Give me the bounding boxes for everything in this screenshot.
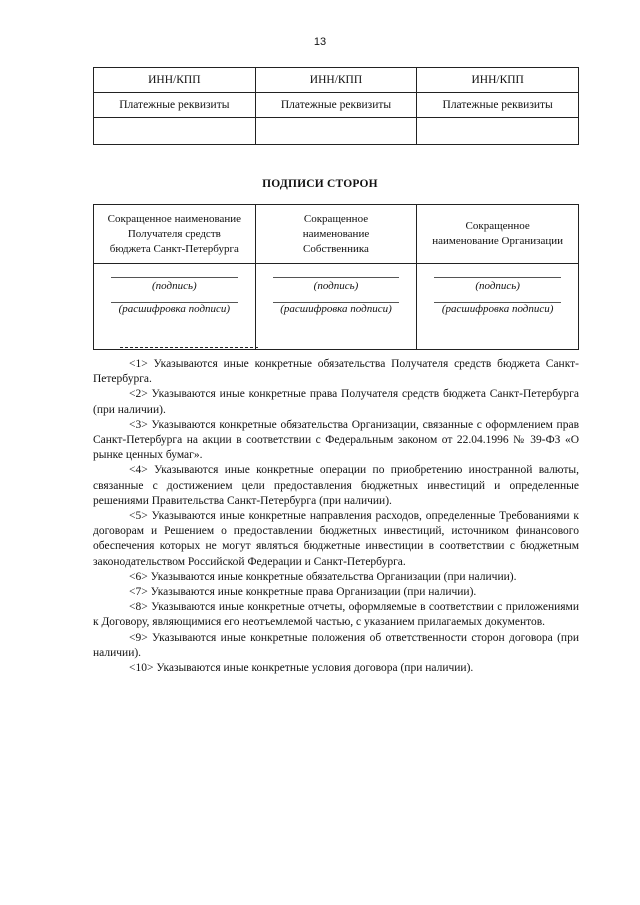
footnote-8: <8> Указываются иные конкретные отчеты, оформляемые в соответствии с приложениями к Договору, являющимися его неотъемлемой частью, с указанием прилагаемых документов.	[93, 601, 579, 629]
empty-cell	[255, 118, 417, 145]
inn-kpp-cell: ИНН/КПП	[94, 68, 256, 93]
requisites-table	[93, 67, 579, 145]
footnote-1: <1> Указываются иные конкретные обязательства Получателя средств бюджета Санкт-Петербурга.	[93, 358, 579, 386]
table-row	[94, 205, 579, 264]
signatures-table	[93, 204, 579, 350]
footnote-9: <9> Указываются иные конкретные положения об ответственности сторон договора (при наличии).	[93, 631, 579, 659]
inn-kpp-cell: ИНН/КПП	[417, 68, 579, 93]
page-number: 13	[313, 36, 327, 48]
header-line: бюджета Санкт-Петербурга	[109, 242, 239, 255]
signature-caption: (подпись)	[152, 280, 197, 292]
empty-cell	[94, 118, 256, 145]
decoding-caption: (расшифровка подписи)	[280, 303, 392, 315]
payment-details-cell: Платежные реквизиты	[94, 93, 256, 118]
signature-cell	[255, 264, 417, 350]
signature-caption: (подпись)	[313, 280, 359, 292]
decoding-caption: (расшифровка подписи)	[441, 303, 554, 315]
footnote-6: <6> Указываются иные конкретные обязательства Организации (при наличии).	[129, 570, 517, 583]
footnote-separator	[120, 347, 258, 348]
signature-line	[111, 277, 238, 278]
header-line: Получателя средств	[127, 227, 221, 240]
party-recipient-header	[94, 205, 256, 264]
payment-details-cell: Платежные реквизиты	[255, 93, 417, 118]
footnote-2: <2> Указываются иные конкретные права Получателя средств бюджета Санкт-Петербурга (при наличии).	[93, 388, 579, 416]
footnote-5: <5> Указываются иные конкретные направления расходов, определенные Требованиями к договорам и Решением о предоставлении бюджетных инвестиций, источником финансового обеспечения которых не могут являться бюджетные инвестиции в соответствии с бюджетным законодательством Российской Федерации и Санкт-Петербурга.	[93, 510, 579, 568]
signature-cell	[94, 264, 256, 350]
table-row	[94, 264, 579, 350]
header-line: Сокращенное	[465, 220, 530, 232]
footnote-4: <4> Указываются иные конкретные операции по приобретению иностранной валюты, связанные с достижением цели предоставления бюджетных инвестиций и определенные решениями Правительства Санкт-Петербурга (при наличии).	[93, 464, 579, 507]
header-line: Сокращенное наименование	[107, 212, 242, 225]
party-owner-header	[255, 205, 417, 264]
header-line: наименование	[302, 227, 370, 240]
footnote-3: <3> Указываются конкретные обязательства Организации, связанные с оформлением прав Санкт-Петербурга на акции в соответствии с Федеральным законом от 22.04.1996 № 39-ФЗ «О рынке ценных бумаг».	[93, 418, 579, 462]
signature-cell	[417, 264, 579, 350]
footnote-7: <7> Указываются иные конкретные права Организации (при наличии).	[129, 586, 477, 599]
signature-line	[273, 277, 400, 278]
table-row	[94, 68, 579, 93]
header-line: наименование Организации	[432, 235, 564, 247]
empty-cell	[417, 118, 579, 145]
inn-kpp-cell: ИНН/КПП	[255, 68, 417, 93]
footnote-10: <10> Указываются иные конкретные условия договора (при наличии).	[129, 662, 474, 675]
table-row	[94, 93, 579, 118]
decoding-caption: (расшифровка подписи)	[118, 303, 231, 315]
signatures-title: ПОДПИСИ СТОРОН	[262, 178, 378, 190]
header-line: Собственника	[303, 242, 369, 255]
table-row	[94, 118, 579, 145]
party-organization-header	[417, 205, 579, 264]
payment-details-cell: Платежные реквизиты	[417, 93, 579, 118]
signature-caption: (подпись)	[475, 280, 520, 292]
signature-line	[434, 277, 561, 278]
header-line: Сокращенное	[303, 212, 369, 225]
footnotes	[93, 357, 579, 676]
